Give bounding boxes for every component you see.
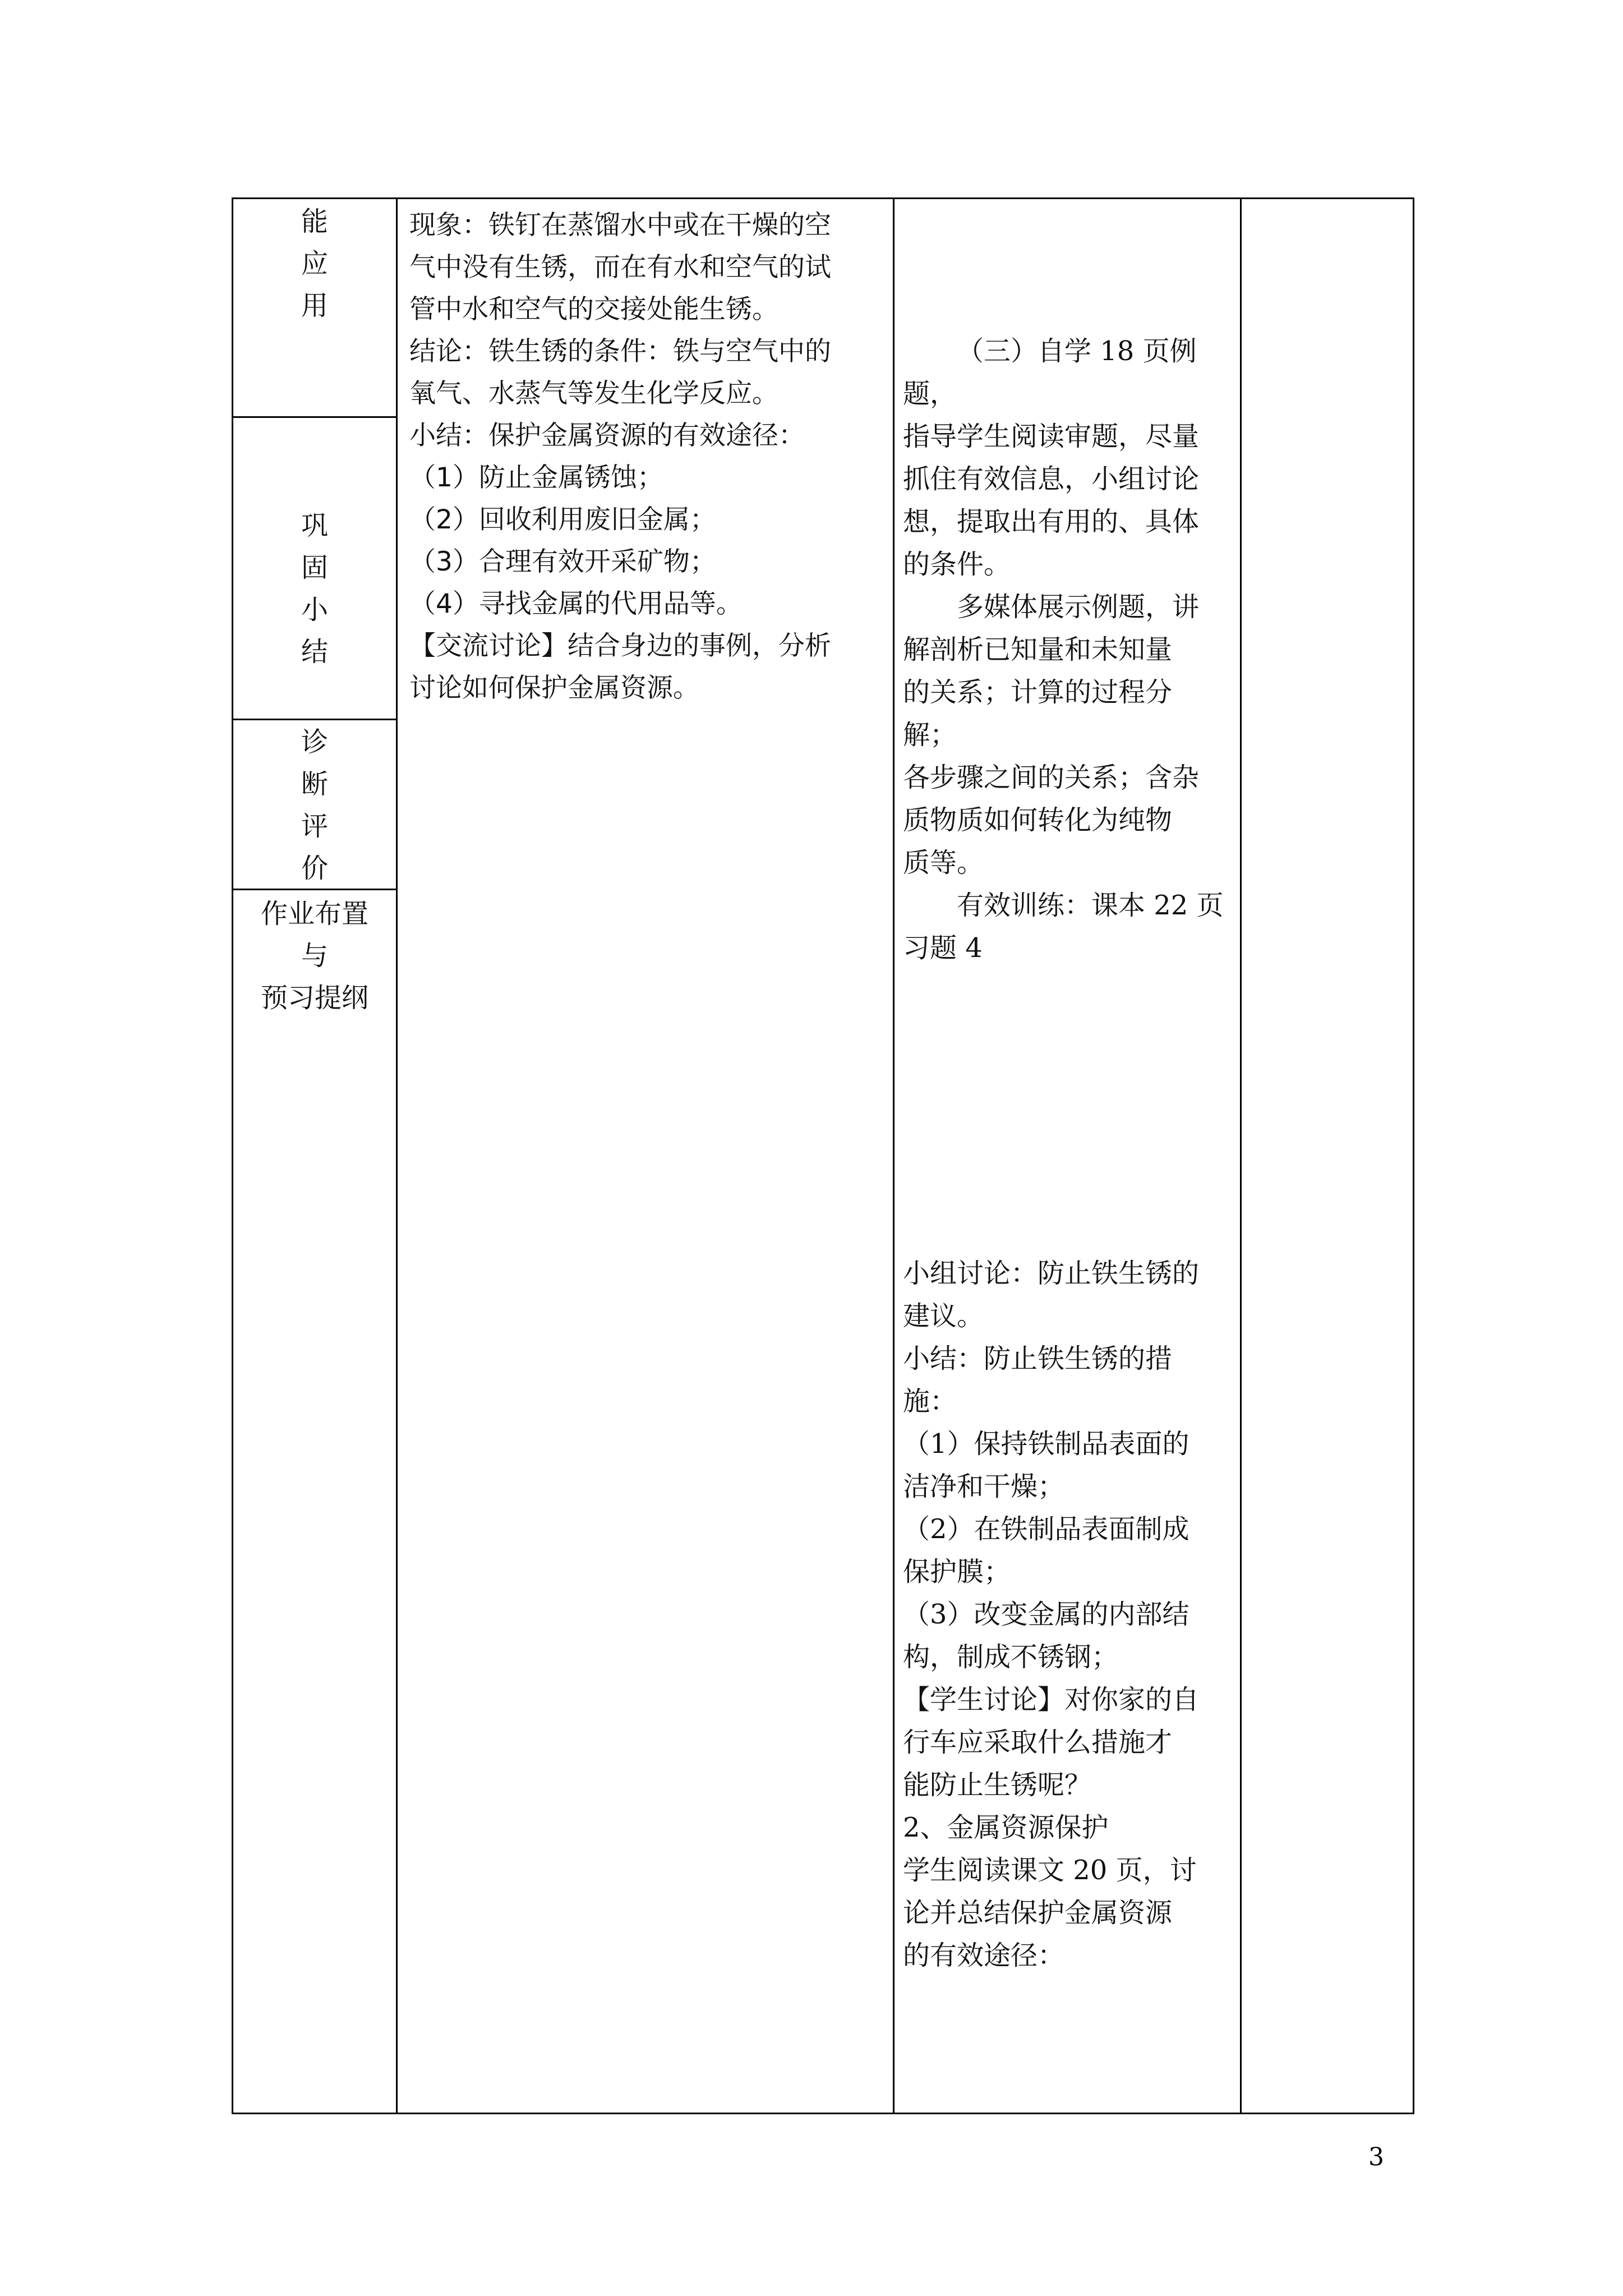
text-line: 构，制成不锈钢； [903, 1641, 1119, 1673]
text-line: 管中水和空气的交接处能生锈。 [409, 294, 778, 325]
row-label-homework: 作业布置 与 预习提纲 [260, 898, 368, 1014]
table-border-right [1413, 197, 1414, 2114]
text-line: 的条件。 [903, 549, 1011, 580]
text-line: 论并总结保护金属资源 [903, 1897, 1173, 1929]
text-line: 洁净和干燥； [903, 1471, 1065, 1502]
text-line: 气中没有生锈，而在有水和空气的试 [409, 252, 831, 283]
text-line: 现象：铁钉在蒸馏水中或在干燥的空 [409, 210, 831, 241]
text-line: 能防止生锈呢？ [903, 1769, 1092, 1801]
row-label-application: 能 应 用 [301, 206, 328, 321]
text-line: 建议。 [903, 1300, 984, 1332]
text-line: （3）改变金属的内部结 [903, 1599, 1189, 1630]
text-line: 【交流讨论】结合身边的事例，分析 [409, 631, 831, 661]
text-line: 质等。 [903, 847, 984, 878]
text-line: 各步骤之间的关系；含杂 [903, 762, 1200, 793]
row-divider-2 [232, 719, 398, 720]
text-line: 2、金属资源保护 [903, 1812, 1109, 1843]
text-line: 行车应采取什么措施才 [903, 1727, 1173, 1758]
text-line: 【学生讨论】对你家的自 [903, 1684, 1200, 1715]
table-border-col1 [396, 197, 398, 2114]
text-line: （1）保持铁制品表面的 [903, 1428, 1189, 1460]
text-line: 有效训练：课本 22 页 [957, 890, 1224, 921]
text-line: 的有效途径： [903, 1940, 1065, 1971]
text-line: （三）自学 18 页例题， [903, 335, 1197, 409]
text-line: 氧气、水蒸气等发生化学反应。 [409, 378, 778, 409]
row-label-evaluation: 诊 断 评 价 [301, 726, 328, 884]
table-border-top [232, 197, 1414, 199]
text-line: （1）防止金属锈蚀； [409, 462, 663, 493]
text-line: 多媒体展示例题，讲 [957, 591, 1200, 623]
row-divider-1 [232, 416, 398, 418]
text-line: 抓住有效信息，小组讨论 [903, 463, 1200, 495]
text-line: 小结：防止铁生锈的措施： [903, 1343, 1173, 1417]
content-column-3-bottom [903, 1252, 1225, 1977]
text-line: 学生阅读课文 20 页，讨 [903, 1855, 1197, 1886]
content-column-3-top [903, 330, 1225, 969]
content-column-2 [409, 204, 883, 709]
table-border-col2 [893, 197, 895, 2114]
text-line: 结论：铁生锈的条件：铁与空气中的 [409, 336, 831, 367]
row-label-consolidation: 巩 固 小 结 [301, 510, 328, 668]
text-line: 指导学生阅读审题，尽量 [903, 421, 1200, 452]
text-line: 习题 4 [903, 932, 983, 964]
text-line: 小组讨论：防止铁生锈的 [903, 1258, 1200, 1289]
table-border-col3 [1240, 197, 1242, 2114]
table-border-bottom [232, 2113, 1414, 2114]
table-border-left [232, 197, 233, 2114]
page-number: 3 [1368, 2143, 1384, 2171]
text-line: （2）回收利用废旧金属； [409, 504, 716, 535]
text-line: 的关系；计算的过程分解； [903, 677, 1173, 751]
text-line: 讨论如何保护金属资源。 [409, 673, 699, 703]
text-line: 想，提取出有用的、具体 [903, 506, 1200, 537]
text-line: （2）在铁制品表面制成 [903, 1513, 1189, 1545]
text-line: 质物质如何转化为纯物 [903, 804, 1173, 836]
text-line: （3）合理有效开采矿物； [409, 546, 716, 577]
text-line: 解剖析已知量和未知量 [903, 634, 1173, 665]
text-line: 保护膜； [903, 1556, 1011, 1588]
text-line: （4）寻找金属的代用品等。 [409, 588, 743, 619]
text-line: 小结：保护金属资源的有效途径： [409, 420, 805, 451]
